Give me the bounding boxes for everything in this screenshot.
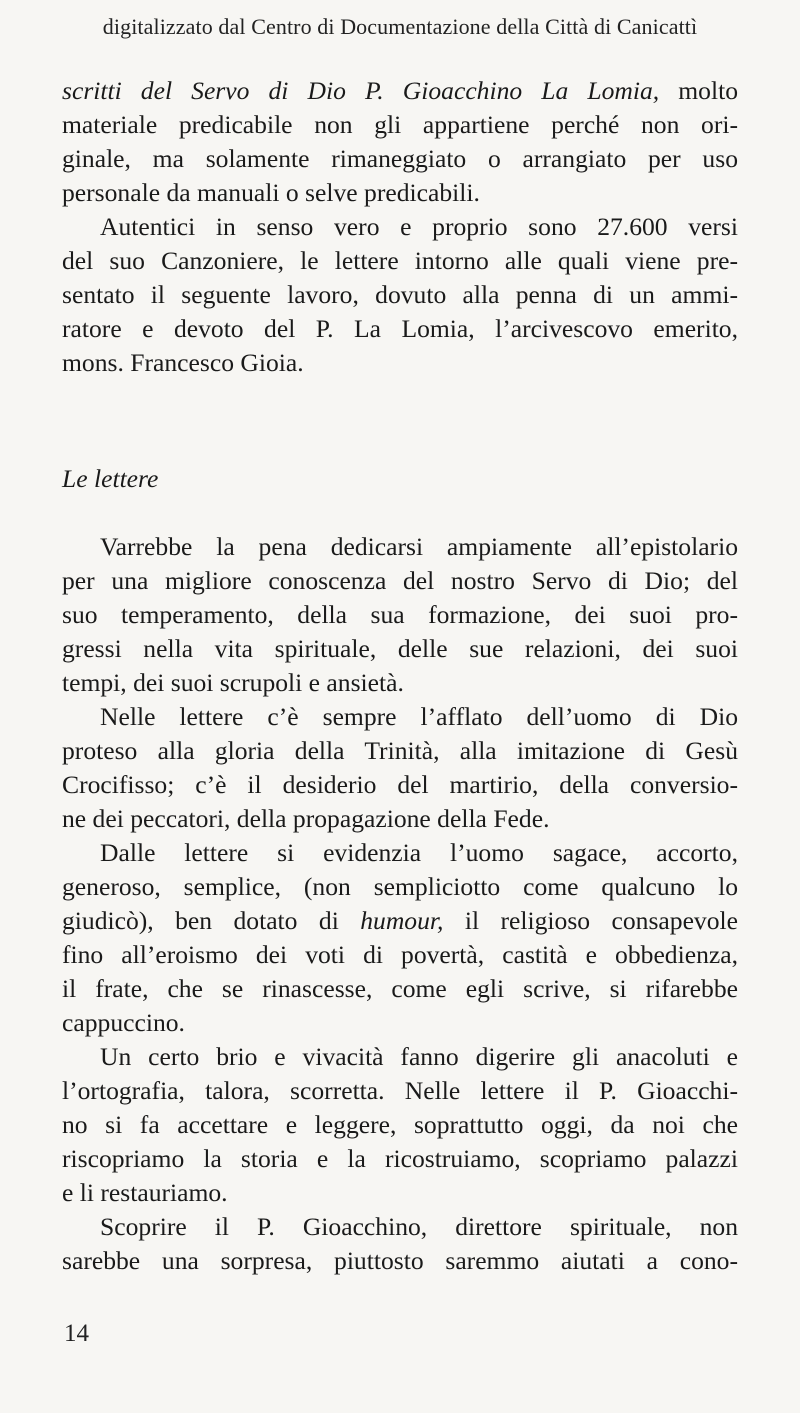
text-line: Un certo brio e vivacità fanno digerire gli anacoluti e: [100, 1042, 738, 1071]
text-line: del suo Canzoniere, le lettere intorno alle quali viene pre-: [62, 246, 738, 275]
text-line: generoso, semplice, (non sempliciotto come qualcuno lo: [62, 872, 738, 901]
section-paragraph-1: [62, 530, 738, 700]
section-paragraph-2: [62, 700, 738, 836]
italic-text: humour,: [360, 906, 444, 935]
text-line: Dalle lettere si evidenzia l’uomo sagace, accorto,: [100, 838, 738, 867]
text-line: sentato il seguente lavoro, dovuto alla penna di un ammi-: [62, 280, 738, 309]
text-line: [62, 74, 738, 108]
section-paragraph-5: [62, 1210, 738, 1278]
italic-text: scritti del Servo di Dio P. Gioacchino La Lomia,: [62, 76, 660, 105]
text-line: Crocifisso; c’è il desiderio del martirio, della conversio-: [62, 770, 738, 799]
text-line: Scoprire il P. Gioacchino, direttore spirituale, non: [100, 1212, 738, 1241]
section-paragraph-4: [62, 1040, 738, 1210]
text-line: fino all’eroismo dei voti di povertà, castità e obbedienza,: [62, 940, 738, 969]
text-line: personale da manuali o selve predicabili.: [62, 178, 480, 207]
text-line: cappuccino.: [62, 1008, 185, 1037]
text-line: mons. Francesco Gioia.: [62, 348, 304, 377]
page-number: 14: [64, 1320, 89, 1347]
text-line: materiale predicabile non gli appartiene perché non ori-: [62, 110, 738, 139]
text-line: Varrebbe la pena dedicarsi ampiamente all’epistolario: [100, 532, 738, 561]
text-span: molto: [659, 76, 738, 105]
digitization-header: digitalizzato dal Centro di Documentazione della Città di Canicattì: [102, 14, 698, 39]
text-line: ginale, ma solamente rimaneggiato o arrangiato per uso: [62, 144, 738, 173]
section-body: [62, 530, 738, 1278]
text-line: Autentici in senso vero e proprio sono 27.600 versi: [100, 212, 738, 241]
text-line: riscopriamo la storia e la ricostruiamo, scopriamo palazzi: [62, 1144, 738, 1173]
text-line: proteso alla gloria della Trinità, alla imitazione di Gesù: [62, 736, 738, 765]
text-line: per una migliore conoscenza del nostro Servo di Dio; del: [62, 566, 738, 595]
section-paragraph-3: [62, 836, 738, 1040]
text-line: suo temperamento, della sua formazione, dei suoi pro-: [62, 600, 738, 629]
text-line: tempi, dei suoi scrupoli e ansietà.: [62, 668, 404, 697]
text-line: [62, 904, 738, 938]
text-line: gressi nella vita spirituale, delle sue relazioni, dei suoi: [62, 634, 738, 663]
section-heading: Le lettere: [62, 464, 159, 493]
text-line: ratore e devoto del P. La Lomia, l’arcivescovo emerito,: [62, 314, 738, 343]
text-line: no si fa accettare e leggere, soprattutto oggi, da noi che: [62, 1110, 738, 1139]
text-span: giudicò), ben dotato di: [62, 906, 361, 935]
page-body: [62, 74, 738, 1275]
text-line: e li restauriamo.: [62, 1178, 228, 1207]
text-line: ne dei peccatori, della propagazione della Fede.: [62, 804, 550, 833]
text-line: il frate, che se rinascesse, come egli scrive, si rifarebbe: [62, 974, 738, 1003]
text-line: Nelle lettere c’è sempre l’afflato dell’uomo di Dio: [100, 702, 738, 731]
text-line: sarebbe una sorpresa, piuttosto saremmo aiutati a cono-: [62, 1246, 738, 1275]
text-span: il religioso consapevole: [443, 906, 738, 935]
text-line: l’ortografia, talora, scorretta. Nelle lettere il P. Gioacchi-: [62, 1076, 738, 1105]
intro-paragraph-2: [62, 210, 738, 380]
intro-paragraph-1: [62, 74, 738, 210]
